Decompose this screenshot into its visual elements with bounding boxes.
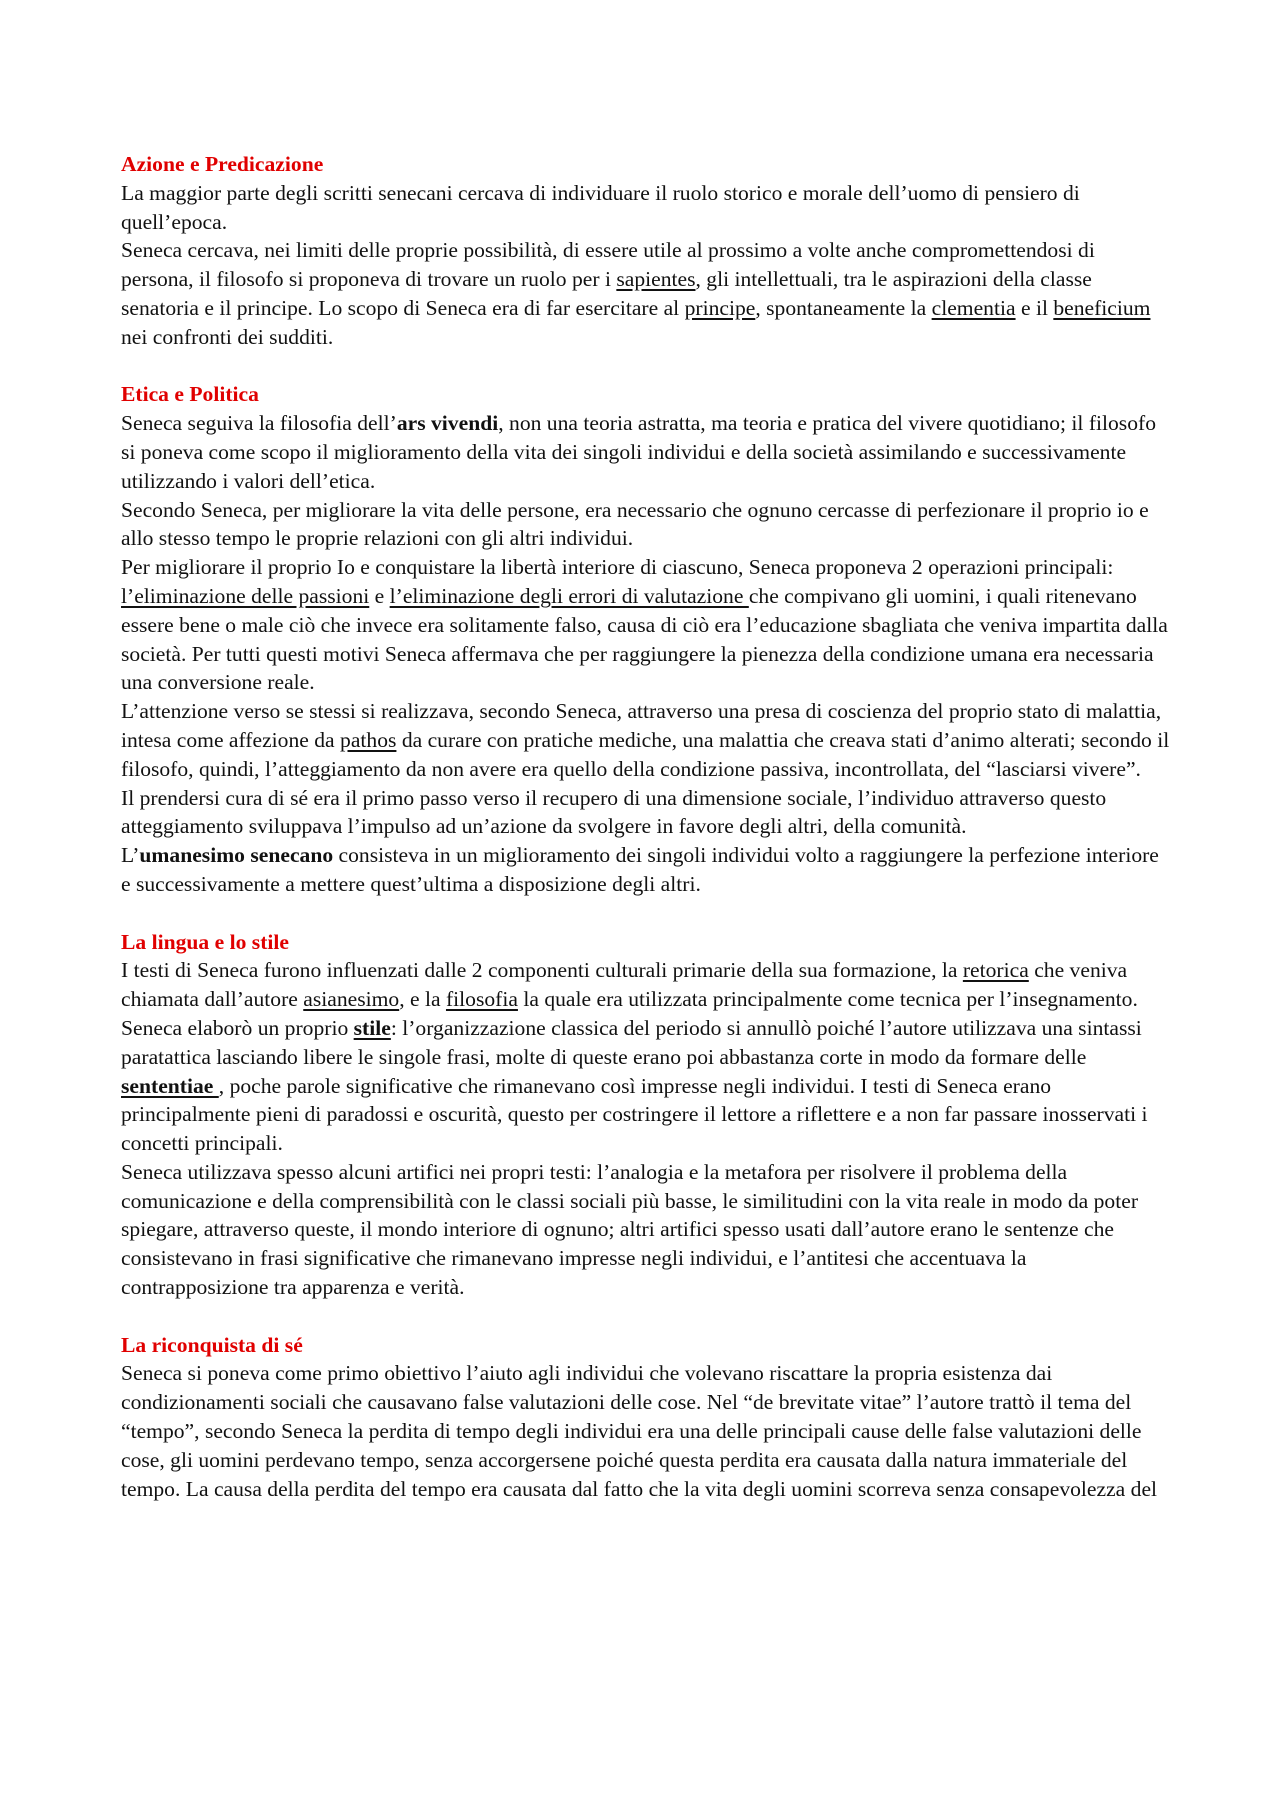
text-run: Seneca cercava, nei limiti delle proprie possibilità, di essere utile al prossimo a volte anche compromettendosi di persona, il filosofo si proponeva di trovare un ruolo per i [121, 238, 1095, 292]
bold-term: umanesimo senecano [139, 843, 334, 868]
text-run: I testi di Seneca furono influenzati dalle 2 componenti culturali primarie della sua formazione, la [121, 958, 963, 983]
section-etica-e-politica [121, 380, 1171, 898]
text-run: , e la [399, 987, 446, 1012]
underlined-term: beneficium [1053, 295, 1151, 320]
text-run: Seneca utilizzava spesso alcuni artifici nei propri testi: l’analogia e la metafora per risolvere il problema della comunicazione e della comprensibilità con le classi sociali più basse, le similitudini con la vita reale in modo da poter spiegare, attraverso queste, il mondo interiore di ognuno; altri artifici spesso usati dall’autore erano le sentenze che consistevano in frasi significative che rimanevano impresse negli individui, e l’antitesi che accentuava la contrapposizione tra apparenza e verità. [121, 1159, 1139, 1300]
paragraph [121, 409, 1171, 495]
paragraph [121, 236, 1171, 351]
bold-term: stile [353, 1015, 391, 1040]
paragraph [121, 841, 1171, 899]
text-run: L’attenzione verso se stessi si realizzava, secondo Seneca, attraverso una presa di coscienza del proprio stato di malattia, intesa come affezione da [121, 699, 1162, 752]
section-heading: La lingua e lo stile [121, 929, 289, 954]
paragraph [121, 553, 1171, 697]
text-run: , non una teoria astratta, ma teoria e pratica del vivere quotidiano; il filosofo si poneva come scopo il miglioramento della vita dei singoli individui e della società assimilando e successivamente utilizzando i valori dell’etica. [121, 411, 1156, 493]
text-run: Seneca si poneva come primo obiettivo l’aiuto agli individui che volevano riscattare la propria esistenza dai condizionamenti sociali che causavano false valutazioni delle cose. Nel “de brevitate vitae” l’autore trattò il tema del “tempo”, secondo Seneca la perdita di tempo degli individui era una delle principali cause delle false valutazioni delle cose, gli uomini perdevano tempo, senza accorgersene poiché questa perdita era causata dalla natura immateriale del tempo. La causa della perdita del tempo era causata dal fatto che la vita degli uomini scorreva senza consapevolezza del [121, 1361, 1158, 1501]
text-run: Il prendersi cura di sé era il primo passo verso il recupero di una dimensione sociale, l’individuo attraverso questo atteggiamento sviluppava l’impulso ad un’azione da svolgere in favore degli altri, della comunità. [121, 785, 1107, 839]
text-run: , spontaneamente la [755, 295, 932, 320]
paragraph [121, 1158, 1171, 1302]
document-page [121, 150, 1171, 1532]
section-la-riconquista-di-se [121, 1331, 1171, 1504]
underlined-term: asianesimo [303, 987, 400, 1012]
section-la-lingua-e-lo-stile [121, 928, 1171, 1302]
text-run: e il [1015, 295, 1054, 320]
paragraph [121, 179, 1171, 237]
underlined-term: principe [684, 295, 756, 320]
bold-term: ars vivendi [396, 411, 499, 436]
underlined-term: l’eliminazione degli errori di valutazione [389, 583, 749, 608]
text-run: nei confronti dei sudditi. [121, 324, 334, 349]
text-run: : l’organizzazione classica del periodo si annullò poiché l’autore utilizzava una sintassi paratattica lasciando libere le singole frasi, molte di queste erano poi abbastanza corte in modo da formare delle [121, 1015, 1142, 1069]
text-run: L’ [121, 843, 140, 868]
text-run: da curare con pratiche mediche, una malattia che creava stati d’animo alterati; secondo il filosofo, quindi, l’atteggiamento da non avere era quello della condizione passiva, incontrollata, del “lasciarsi vivere”. [121, 727, 1170, 781]
section-azione-e-predicazione [121, 150, 1171, 352]
text-run: che veniva chiamata dall’autore [121, 958, 1128, 1012]
underlined-term: filosofia [445, 987, 518, 1012]
text-run: Per migliorare il proprio Io e conquistare la libertà interiore di ciascuno, Seneca proponeva 2 operazioni principali: [121, 555, 1114, 580]
paragraph [121, 1359, 1171, 1503]
paragraph [121, 697, 1171, 783]
underlined-term: pathos [340, 727, 397, 752]
text-run: , gli intellettuali, tra le aspirazioni della classe senatoria e il principe. Lo scopo di Seneca era di far esercitare al [121, 267, 1092, 320]
text-run: , poche parole significative che rimanevano così impresse negli individui. I testi di Seneca erano principalmente pieni di paradossi e oscurità, questo per costringere il lettore a riflettere e a non far passare inosservati i concetti principali. [121, 1073, 1148, 1156]
section-heading: La riconquista di sé [121, 1332, 303, 1357]
text-run: Seneca seguiva la filosofia dell’ [121, 411, 397, 436]
section-heading: Etica e Politica [121, 382, 259, 407]
text-run: e [369, 583, 390, 608]
paragraph [121, 784, 1171, 842]
text-run: la quale era utilizzata principalmente come tecnica per l’insegnamento. Seneca elaborò un proprio [121, 987, 1138, 1040]
underlined-term: clementia [931, 295, 1016, 320]
paragraph [121, 496, 1171, 554]
text-run: consisteva in un miglioramento dei singoli individui volto a raggiungere la perfezione interiore e successivamente a mettere quest’ultima a disposizione degli altri. [121, 843, 1159, 896]
underlined-term: l’eliminazione delle passioni [121, 583, 370, 608]
underlined-term: retorica [962, 958, 1029, 983]
paragraph [121, 956, 1171, 1158]
text-run: La maggior parte degli scritti senecani cercava di individuare il ruolo storico e morale dell’uomo di pensiero di quell’epoca. [121, 180, 1080, 234]
section-heading: Azione e Predicazione [121, 152, 324, 176]
text-run: che compivano gli uomini, i quali ritenevano essere bene o male ciò che invece era solitamente falso, causa di ciò era l’educazione sbagliata che veniva impartita dalla società. Per tutti questi motivi Seneca affermava che per raggiungere la pienezza della condizione umana era necessaria una conversione reale. [121, 583, 1168, 695]
bold-term: sententiae [121, 1073, 219, 1098]
underlined-term: sapientes [616, 267, 696, 292]
text-run: Secondo Seneca, per migliorare la vita delle persone, era necessario che ognuno cercasse di perfezionare il proprio io e allo stesso tempo le proprie relazioni con gli altri individui. [121, 497, 1149, 551]
